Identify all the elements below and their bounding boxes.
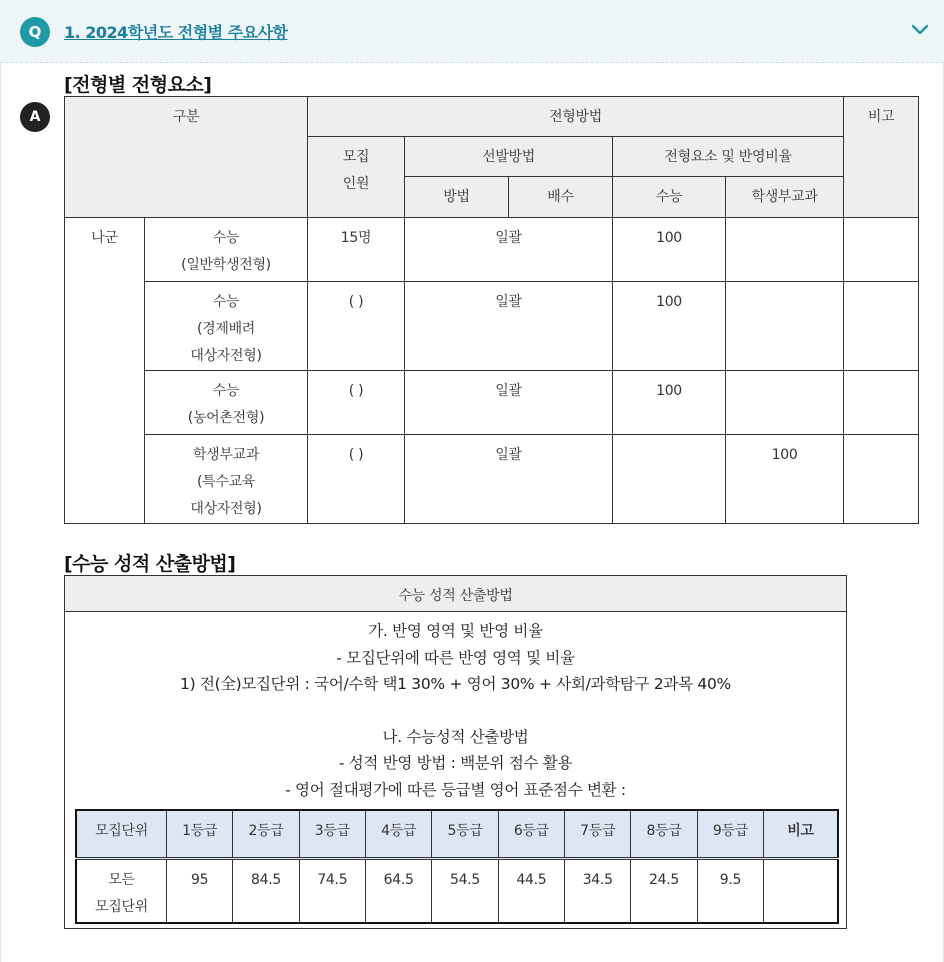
grade-header: 5등급 xyxy=(432,810,498,859)
grade-header: 2등급 xyxy=(233,810,299,859)
calc-line: - 성적 반영 방법 : 백분위 점수 활용 xyxy=(338,754,573,772)
header-recruit xyxy=(308,137,405,218)
note-cell xyxy=(844,218,919,282)
method-cell: 일괄 xyxy=(405,371,613,435)
grade-header-row xyxy=(76,810,838,859)
grade-header: 1등급 xyxy=(166,810,232,859)
school-cell xyxy=(726,371,844,435)
question-title-link[interactable]: 1. 2024학년도 전형별 주요사항 xyxy=(64,23,288,42)
count-cell: 15명 xyxy=(308,218,405,282)
grade-value: 95 xyxy=(166,859,232,924)
type-line: (일반학생전형) xyxy=(181,257,271,273)
section-title-selection-elements: [전형별 전형요소] xyxy=(64,74,212,96)
header-suneung: 수능 xyxy=(613,177,726,218)
note-cell xyxy=(844,371,919,435)
answer-badge: A xyxy=(20,102,50,132)
type-line: 대상자전형) xyxy=(190,501,262,517)
group-cell: 나군 xyxy=(65,218,145,524)
calc-line: 1) 전(全)모집단위 : 국어/수학 택1 30% + 영어 30% + 사회/과학탐구 2과목 40% xyxy=(180,675,731,693)
grade-value: 9.5 xyxy=(697,859,763,924)
suneung-calc-box xyxy=(64,575,847,929)
english-grade-table xyxy=(75,809,839,924)
suneung-cell: 100 xyxy=(613,218,726,282)
selection-elements-table xyxy=(64,96,919,524)
grade-header: 6등급 xyxy=(498,810,564,859)
table-row xyxy=(65,435,919,524)
type-line: 수능 xyxy=(212,230,240,246)
count-cell: ( ) xyxy=(308,282,405,371)
header-selection: 선발방법 xyxy=(405,137,613,177)
grade-header: 3등급 xyxy=(299,810,365,859)
suneung-cell xyxy=(613,435,726,524)
grade-header-note: 비고 xyxy=(764,810,838,859)
grade-header-unit: 모집단위 xyxy=(76,810,166,859)
type-line: 학생부교과 xyxy=(192,447,260,463)
header-school-record: 학생부교과 xyxy=(726,177,844,218)
note-cell xyxy=(844,435,919,524)
chevron-down-icon[interactable] xyxy=(910,22,930,38)
type-line: 수능 xyxy=(212,383,240,399)
question-badge: Q xyxy=(20,17,50,47)
header-method: 전형방법 xyxy=(308,97,844,137)
grade-header: 8등급 xyxy=(631,810,697,859)
school-cell xyxy=(726,282,844,371)
header-elements: 전형요소 및 반영비율 xyxy=(613,137,844,177)
calc-line: - 영어 절대평가에 따른 등급별 영어 표준점수 변환 : xyxy=(285,780,626,799)
grade-value-row xyxy=(76,859,838,924)
grade-header: 9등급 xyxy=(697,810,763,859)
grade-row-label-line: 모집단위 xyxy=(95,899,148,915)
count-cell: ( ) xyxy=(308,435,405,524)
calc-box-header: 수능 성적 산출방법 xyxy=(65,576,847,612)
table-row xyxy=(65,282,919,371)
header-recruit-line1: 모집 xyxy=(342,149,370,165)
type-line: (특수교육 xyxy=(196,474,256,490)
type-line: (경제배려 xyxy=(196,321,256,337)
type-line: 대상자전형) xyxy=(190,348,262,364)
grade-header: 7등급 xyxy=(565,810,631,859)
header-ratio: 배수 xyxy=(509,177,613,218)
suneung-cell: 100 xyxy=(613,282,726,371)
type-cell xyxy=(145,282,308,371)
type-cell xyxy=(145,371,308,435)
table-row xyxy=(65,218,919,282)
question-header[interactable] xyxy=(0,0,944,63)
grade-value: 44.5 xyxy=(498,859,564,924)
grade-value-note xyxy=(764,859,838,924)
calc-line: 나. 수능성적 산출방법 xyxy=(382,727,529,746)
grade-value: 84.5 xyxy=(233,859,299,924)
type-line: 수능 xyxy=(212,294,240,310)
calc-line: - 모집단위에 따른 반영 영역 및 비율 xyxy=(336,648,575,667)
suneung-cell: 100 xyxy=(613,371,726,435)
header-note: 비고 xyxy=(844,97,919,218)
grade-value: 64.5 xyxy=(366,859,432,924)
grade-value: 54.5 xyxy=(432,859,498,924)
note-cell xyxy=(844,282,919,371)
grade-row-label-line: 모든 xyxy=(108,872,135,888)
grade-value: 24.5 xyxy=(631,859,697,924)
table-row xyxy=(65,371,919,435)
type-cell xyxy=(145,218,308,282)
method-cell: 일괄 xyxy=(405,435,613,524)
grade-row-label xyxy=(76,859,166,924)
grade-value: 74.5 xyxy=(299,859,365,924)
section-title-suneung-calc: [수능 성적 산출방법] xyxy=(64,553,236,575)
type-cell xyxy=(145,435,308,524)
calc-line: 가. 반영 영역 및 반영 비율 xyxy=(368,622,543,640)
header-recruit-line2: 인원 xyxy=(342,176,370,192)
header-gubun: 구분 xyxy=(65,97,308,218)
calc-box-body xyxy=(65,612,847,929)
grade-value: 34.5 xyxy=(565,859,631,924)
method-cell: 일괄 xyxy=(405,218,613,282)
type-line: (농어촌전형) xyxy=(187,410,265,426)
header-way: 방법 xyxy=(405,177,509,218)
grade-header: 4등급 xyxy=(366,810,432,859)
school-cell xyxy=(726,218,844,282)
count-cell: ( ) xyxy=(308,371,405,435)
method-cell: 일괄 xyxy=(405,282,613,371)
calc-line xyxy=(75,698,836,724)
school-cell: 100 xyxy=(726,435,844,524)
